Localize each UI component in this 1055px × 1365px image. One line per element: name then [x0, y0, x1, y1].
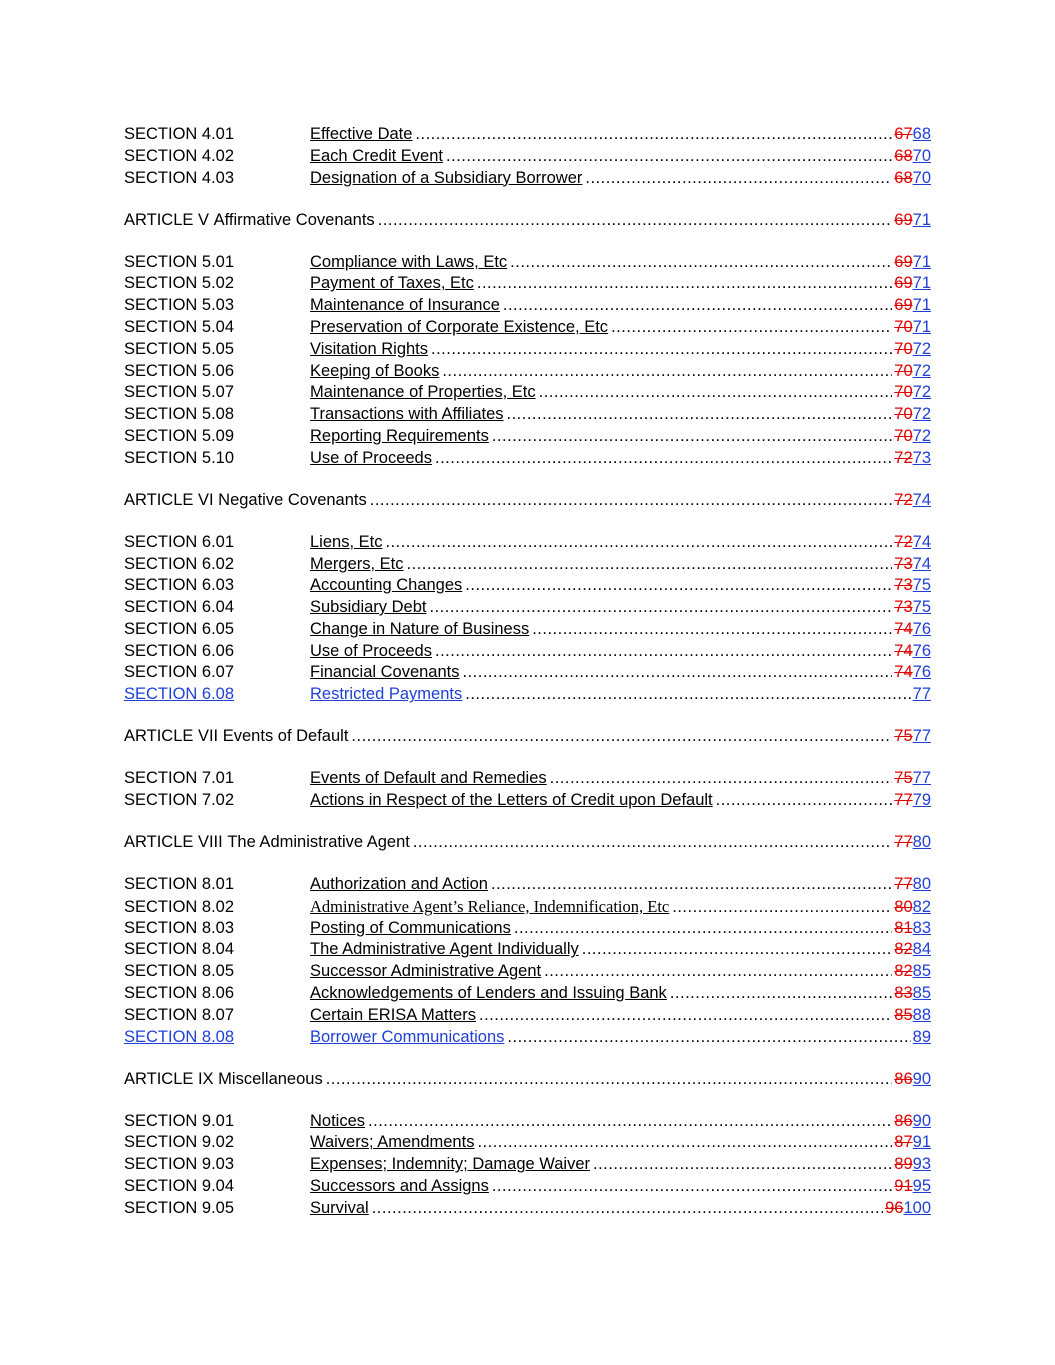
section-number: SECTION 7.01 [124, 769, 235, 788]
deleted-page-number: 77 [894, 875, 913, 894]
toc-section-row[interactable] [124, 939, 931, 961]
inserted-page-number[interactable]: 72 [912, 426, 931, 445]
section-number: SECTION 8.05 [124, 962, 235, 981]
deleted-page-number: 69 [894, 274, 913, 293]
inserted-page-number[interactable]: 90 [912, 1111, 931, 1130]
page-numbers [894, 252, 931, 274]
dot-leader [368, 1111, 892, 1133]
toc-article-row[interactable] [124, 726, 931, 748]
deleted-page-number: 69 [894, 296, 913, 315]
inserted-page-number[interactable]: 84 [912, 940, 931, 959]
dot-leader [385, 532, 892, 554]
toc-section-row[interactable] [124, 168, 931, 190]
section-title-link[interactable]: Authorization and Action [310, 875, 488, 894]
section-title-link[interactable]: Visitation Rights [310, 339, 429, 358]
inserted-page-number[interactable]: 73 [912, 448, 931, 467]
inserted-page-number[interactable]: 100 [903, 1198, 931, 1217]
toc-article-row[interactable] [124, 832, 931, 854]
deleted-page-number: 70 [894, 339, 913, 358]
section-title-link[interactable]: Use of Proceeds [310, 448, 432, 467]
deleted-page-number: 74 [894, 641, 913, 660]
dot-leader [378, 210, 893, 232]
toc-section-row[interactable] [124, 124, 931, 146]
toc-section-row[interactable] [124, 426, 931, 448]
inserted-page-number[interactable]: 82 [912, 897, 931, 916]
page-numbers [894, 273, 931, 295]
page-numbers [894, 1069, 931, 1091]
deleted-page-number: 72 [894, 532, 913, 551]
toc-section-row[interactable] [124, 252, 931, 274]
section-title-link[interactable]: Preservation of Corporate Existence, Etc [310, 317, 609, 336]
inserted-page-number[interactable]: 74 [912, 532, 931, 551]
dot-leader [415, 124, 892, 146]
inserted-page-number[interactable]: 75 [912, 598, 931, 617]
deleted-page-number: 83 [894, 984, 913, 1002]
toc-section-row[interactable] [124, 554, 931, 576]
inserted-page-number[interactable]: 77 [912, 769, 931, 788]
section-number: SECTION 5.08 [124, 405, 235, 424]
section-number: SECTION 5.06 [124, 361, 235, 380]
section-title-link[interactable]: Liens, Etc [310, 532, 383, 551]
section-title-link[interactable]: The Administrative Agent Individually [310, 940, 579, 959]
toc-section-row[interactable] [124, 361, 931, 383]
toc-section-row[interactable] [124, 662, 931, 684]
dot-leader [716, 790, 893, 812]
toc-article-row[interactable] [124, 210, 931, 232]
page-numbers [894, 662, 931, 684]
deleted-page-number: 81 [894, 918, 913, 937]
dot-leader [479, 1005, 892, 1027]
page-numbers [894, 295, 931, 317]
section-title-link[interactable]: Effective Date [310, 125, 413, 143]
page-numbers [913, 684, 931, 706]
toc-section-row[interactable] [124, 295, 931, 317]
dot-leader [477, 273, 892, 295]
inserted-page-number[interactable]: 72 [912, 383, 931, 402]
toc-section-row[interactable] [124, 1154, 931, 1176]
deleted-page-number: 70 [894, 426, 913, 445]
article-label: ARTICLE IX [124, 1069, 214, 1088]
deleted-page-number: 80 [894, 897, 913, 916]
section-number: SECTION 5.01 [124, 252, 235, 271]
toc-section-row[interactable] [124, 339, 931, 361]
inserted-page-number[interactable]: 71 [912, 252, 931, 271]
section-title-link[interactable]: Subsidiary Debt [310, 598, 427, 617]
article-label: ARTICLE VI [124, 490, 214, 509]
section-title-link[interactable]: Survival [310, 1198, 369, 1217]
section-title-link[interactable]: Expenses; Indemnity; Damage Waiver [310, 1155, 591, 1174]
toc-section-row[interactable] [124, 1132, 931, 1154]
dot-leader [492, 426, 892, 448]
dot-leader [477, 1132, 892, 1154]
dot-leader [435, 448, 892, 470]
toc-section-row[interactable] [124, 1198, 931, 1220]
section-title-link[interactable]: Payment of Taxes, Etc [310, 274, 474, 293]
inserted-page-number[interactable]: 76 [912, 663, 931, 682]
page-numbers [894, 532, 931, 554]
section-title-link[interactable]: Compliance with Laws, Etc [310, 252, 508, 271]
toc-section-row[interactable] [124, 1005, 931, 1027]
section-number: SECTION 5.04 [124, 317, 235, 336]
deleted-page-number: 69 [894, 210, 913, 229]
toc-section-row[interactable] [124, 273, 931, 295]
deleted-page-number: 73 [894, 598, 913, 617]
inserted-page-number[interactable]: 74 [912, 490, 931, 509]
deleted-page-number: 91 [894, 1176, 913, 1195]
deleted-page-number: 75 [894, 727, 913, 746]
page-numbers [894, 1176, 931, 1198]
page-numbers [894, 146, 931, 168]
section-number: SECTION 5.10 [124, 448, 235, 467]
inserted-page-number[interactable]: 89 [912, 1027, 931, 1046]
dot-leader [407, 554, 893, 576]
section-number: SECTION 8.06 [124, 984, 235, 1002]
deleted-page-number: 82 [894, 940, 913, 959]
inserted-page-number[interactable]: 85 [912, 962, 931, 981]
inserted-page-number[interactable]: 72 [912, 405, 931, 424]
dot-leader [539, 382, 893, 404]
section-number: SECTION 9.01 [124, 1111, 235, 1130]
inserted-page-number[interactable]: 79 [912, 791, 931, 810]
section-number: SECTION 7.02 [124, 791, 235, 810]
section-title-link[interactable]: Reporting Requirements [310, 426, 489, 445]
section-title-link[interactable]: Posting of Communications [310, 918, 511, 937]
toc-section-row[interactable] [124, 597, 931, 619]
page-numbers [894, 575, 931, 597]
inserted-page-number[interactable]: 83 [912, 918, 931, 937]
deleted-page-number: 72 [894, 448, 913, 467]
inserted-page-number[interactable]: 76 [912, 641, 931, 660]
inserted-page-number[interactable]: 76 [912, 619, 931, 638]
dot-leader [492, 1176, 892, 1198]
deleted-page-number: 68 [894, 168, 913, 187]
section-number: SECTION 8.04 [124, 940, 235, 959]
deleted-page-number: 74 [894, 663, 913, 682]
page-numbers [894, 404, 931, 426]
page-numbers [894, 918, 931, 940]
deleted-page-number: 68 [894, 146, 913, 165]
inserted-page-number[interactable]: 80 [912, 875, 931, 894]
section-number: SECTION 6.07 [124, 663, 235, 682]
dot-leader [442, 361, 892, 383]
section-title-link[interactable]: Successor Administrative Agent [310, 962, 542, 981]
section-number: SECTION 9.03 [124, 1155, 235, 1174]
inserted-page-number[interactable]: 71 [912, 317, 931, 336]
deleted-page-number: 70 [894, 361, 913, 380]
page-numbers [894, 1111, 931, 1133]
section-number: SECTION 9.02 [124, 1133, 235, 1152]
page-numbers [894, 874, 931, 896]
page-numbers [894, 939, 931, 961]
section-title-link[interactable]: Designation of a Subsidiary Borrower [310, 168, 583, 187]
page-numbers [894, 1132, 931, 1154]
inserted-page-number[interactable]: 88 [912, 1005, 931, 1024]
dot-leader [544, 961, 892, 983]
section-number: SECTION 8.01 [124, 875, 235, 894]
section-title-link[interactable]: Transactions with Affiliates [310, 405, 504, 424]
deleted-page-number: 85 [894, 1005, 913, 1024]
dot-leader [491, 874, 892, 896]
deleted-page-number: 70 [894, 317, 913, 336]
dot-leader [351, 726, 892, 748]
deleted-page-number: 73 [894, 576, 913, 595]
page-numbers [894, 361, 931, 383]
page-numbers [894, 768, 931, 790]
page-numbers [894, 124, 931, 146]
dot-leader [670, 983, 892, 1005]
section-number: SECTION 4.01 [124, 125, 235, 143]
inserted-page-number[interactable]: 68 [912, 125, 931, 143]
page-numbers [894, 339, 931, 361]
dot-leader [611, 317, 892, 339]
section-title-link[interactable]: Maintenance of Insurance [310, 296, 500, 315]
dot-leader [463, 662, 893, 684]
table-of-contents [124, 124, 931, 1220]
deleted-page-number: 89 [894, 1155, 913, 1174]
section-title-link[interactable]: Events of Default and Remedies [310, 769, 547, 788]
page-numbers [894, 1154, 931, 1176]
section-number: SECTION 4.03 [124, 168, 235, 187]
section-title-link[interactable]: Administrative Agent’s Reliance, Indemnification, Etc [310, 896, 670, 916]
section-number: SECTION 6.06 [124, 641, 235, 660]
dot-leader [582, 939, 893, 961]
page-numbers [894, 961, 931, 983]
deleted-page-number: 75 [894, 769, 913, 788]
deleted-page-number: 73 [894, 554, 913, 573]
dot-leader [435, 641, 892, 663]
page-numbers [885, 1198, 931, 1220]
deleted-page-number: 74 [894, 619, 913, 638]
toc-section-row[interactable] [124, 1111, 931, 1133]
toc-article-row[interactable] [124, 490, 931, 512]
dot-leader [446, 146, 892, 168]
section-title-link[interactable]: Borrower Communications [310, 1027, 505, 1046]
toc-section-row[interactable] [124, 961, 931, 983]
toc-section-row[interactable] [124, 1176, 931, 1198]
page-numbers [894, 597, 931, 619]
section-title-link[interactable]: Restricted Payments [310, 685, 463, 704]
inserted-page-number[interactable]: 71 [912, 210, 931, 229]
dot-leader [465, 575, 892, 597]
toc-section-row[interactable] [124, 404, 931, 426]
section-number: SECTION 8.02 [124, 897, 235, 916]
article-label: ARTICLE VIII [124, 833, 223, 852]
deleted-page-number: 87 [894, 1133, 913, 1152]
dot-leader [413, 832, 892, 854]
section-number: SECTION 6.05 [124, 619, 235, 638]
dot-leader [372, 1198, 883, 1220]
section-title-link[interactable]: Accounting Changes [310, 576, 463, 595]
section-title-link[interactable]: Each Credit Event [310, 146, 443, 165]
section-title-link[interactable]: Keeping of Books [310, 361, 440, 380]
dot-leader [503, 295, 892, 317]
toc-section-row[interactable] [124, 317, 931, 339]
section-number: SECTION 5.07 [124, 383, 235, 402]
section-title-link[interactable]: Use of Proceeds [310, 641, 432, 660]
section-number: SECTION 9.05 [124, 1198, 235, 1217]
toc-section-row[interactable] [124, 983, 931, 1005]
article-title: The Administrative Agent [227, 833, 410, 852]
inserted-page-number[interactable]: 72 [912, 339, 931, 358]
page-numbers [894, 983, 931, 1005]
toc-section-row[interactable] [124, 619, 931, 641]
article-label: ARTICLE VII [124, 727, 219, 746]
section-number: SECTION 8.08 [124, 1027, 235, 1046]
section-title-link[interactable]: Waivers; Amendments [310, 1133, 475, 1152]
dot-leader [550, 768, 893, 790]
dot-leader [326, 1069, 893, 1091]
dot-leader [431, 339, 892, 361]
deleted-page-number: 82 [894, 962, 913, 981]
dot-leader [510, 252, 892, 274]
deleted-page-number: 69 [894, 252, 913, 271]
inserted-page-number[interactable]: 85 [912, 984, 931, 1002]
toc-section-row[interactable] [124, 532, 931, 554]
page-numbers [894, 210, 931, 232]
dot-leader [370, 490, 893, 512]
page-numbers [894, 897, 931, 919]
toc-article-row[interactable] [124, 1069, 931, 1091]
article-label: ARTICLE V [124, 210, 209, 229]
deleted-page-number: 86 [894, 1069, 913, 1088]
dot-leader [507, 404, 893, 426]
section-number: SECTION 5.09 [124, 426, 235, 445]
page-numbers [894, 1005, 931, 1027]
inserted-page-number[interactable]: 90 [912, 1069, 931, 1088]
toc-section-row[interactable] [124, 1027, 931, 1049]
inserted-page-number[interactable]: 71 [912, 296, 931, 315]
toc-section-row[interactable] [124, 768, 931, 790]
section-title-link[interactable]: Certain ERISA Matters [310, 1005, 476, 1024]
page-numbers [894, 726, 931, 748]
inserted-page-number[interactable]: 77 [912, 727, 931, 746]
inserted-page-number[interactable]: 70 [912, 168, 931, 187]
section-title-link[interactable]: Maintenance of Properties, Etc [310, 383, 536, 402]
section-title-link[interactable]: Actions in Respect of the Letters of Credit upon Default [310, 791, 713, 810]
inserted-page-number[interactable]: 95 [912, 1176, 931, 1195]
section-number: SECTION 6.02 [124, 554, 235, 573]
dot-leader [507, 1027, 910, 1049]
inserted-page-number[interactable]: 75 [912, 576, 931, 595]
deleted-page-number: 70 [894, 405, 913, 424]
page-numbers [894, 490, 931, 512]
toc-section-row[interactable] [124, 448, 931, 470]
deleted-page-number: 72 [894, 490, 913, 509]
dot-leader [672, 897, 892, 919]
deleted-page-number: 70 [894, 383, 913, 402]
dot-leader [429, 597, 892, 619]
page-numbers [894, 448, 931, 470]
section-title-link[interactable]: Notices [310, 1111, 366, 1130]
dot-leader [593, 1154, 892, 1176]
toc-section-row[interactable] [124, 896, 931, 918]
inserted-page-number[interactable]: 72 [912, 361, 931, 380]
article-title: Affirmative Covenants [213, 210, 375, 229]
section-title-link[interactable]: Acknowledgements of Lenders and Issuing Bank [310, 984, 667, 1002]
article-title: Negative Covenants [218, 490, 367, 509]
section-number: SECTION 6.08 [124, 685, 235, 704]
deleted-page-number: 77 [894, 791, 913, 810]
page-numbers [894, 426, 931, 448]
inserted-page-number[interactable]: 93 [912, 1155, 931, 1174]
inserted-page-number[interactable]: 80 [912, 833, 931, 852]
deleted-page-number: 96 [885, 1198, 904, 1217]
inserted-page-number[interactable]: 74 [912, 554, 931, 573]
inserted-page-number[interactable]: 70 [912, 146, 931, 165]
page-numbers [894, 554, 931, 576]
toc-section-row[interactable] [124, 874, 931, 896]
section-number: SECTION 6.03 [124, 576, 235, 595]
page-numbers [894, 317, 931, 339]
page-numbers [894, 168, 931, 190]
dot-leader [532, 619, 892, 641]
toc-section-row[interactable] [124, 575, 931, 597]
page-numbers [894, 832, 931, 854]
article-title: Miscellaneous [218, 1069, 323, 1088]
page-numbers [913, 1027, 931, 1049]
toc-section-row[interactable] [124, 918, 931, 940]
toc-section-row[interactable] [124, 684, 931, 706]
dot-leader [465, 684, 910, 706]
toc-section-row[interactable] [124, 146, 931, 168]
dot-leader [585, 168, 892, 190]
section-title-link[interactable]: Mergers, Etc [310, 554, 404, 573]
section-number: SECTION 9.04 [124, 1176, 235, 1195]
section-number: SECTION 5.03 [124, 296, 235, 315]
toc-section-row[interactable] [124, 790, 931, 812]
page-numbers [894, 619, 931, 641]
inserted-page-number[interactable]: 91 [912, 1133, 931, 1152]
section-number: SECTION 8.03 [124, 918, 235, 937]
page-numbers [894, 641, 931, 663]
inserted-page-number[interactable]: 71 [912, 274, 931, 293]
deleted-page-number: 86 [894, 1111, 913, 1130]
section-number: SECTION 6.01 [124, 532, 235, 551]
dot-leader [514, 918, 892, 940]
article-title: Events of Default [222, 727, 349, 746]
section-number: SECTION 6.04 [124, 598, 235, 617]
section-title-link[interactable]: Successors and Assigns [310, 1176, 489, 1195]
section-number: SECTION 5.05 [124, 339, 235, 358]
section-title-link[interactable]: Change in Nature of Business [310, 619, 530, 638]
deleted-page-number: 67 [894, 125, 913, 143]
page-numbers [894, 382, 931, 404]
deleted-page-number: 77 [894, 833, 913, 852]
section-number: SECTION 4.02 [124, 146, 235, 165]
page-numbers [894, 790, 931, 812]
toc-section-row[interactable] [124, 382, 931, 404]
section-number: SECTION 5.02 [124, 274, 235, 293]
inserted-page-number[interactable]: 77 [912, 685, 931, 704]
section-title-link[interactable]: Financial Covenants [310, 663, 460, 682]
section-number: SECTION 8.07 [124, 1005, 235, 1024]
toc-section-row[interactable] [124, 641, 931, 663]
